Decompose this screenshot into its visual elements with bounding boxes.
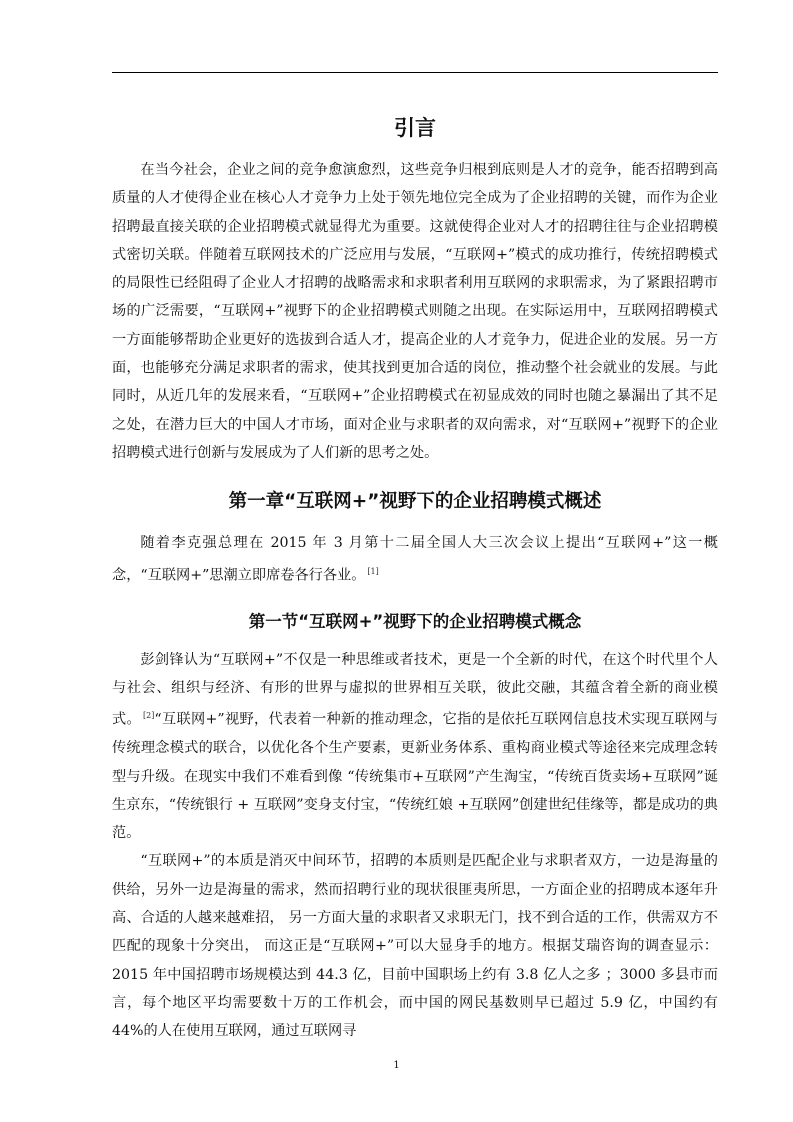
chapter-title: 第一章“互联网+”视野下的企业招聘模式概述 [228,491,602,513]
header-rule [112,72,718,73]
chapter-paragraph-text: 随着李克强总理在 2015 年 3 月第十二届全国人大三次会议上提出“互联网+”这一概念，“互联网+”思潮立即席卷各行各业。 [112,535,718,584]
chapter-paragraph [112,529,718,589]
section-title: 第一节“互联网+”视野下的企业招聘模式概念 [248,611,582,631]
intro-paragraph: 在当今社会，企业之间的竞争愈演愈烈，这些竞争归根到底则是人才的竞争，能否招聘到高质量的人才使得企业在核心人才竞争力上处于领先地位完全成为了企业招聘的关键，而作为企业招聘最直接关联的企业招聘模式就显得尤为重要。这就使得企业对人才的招聘往往与企业招聘模式密切关联。伴随着互联网技术的广泛应用与发展，“互联网+”模式的成功推行，传统招聘模式的局限性已经阻碍了企业人才招聘的战略需求和求职者利用互联网的求职需求，为了紧跟招聘市场的广泛需要，“互联网+”视野下的企业招聘模式则随之出现。在实际运用中，互联网招聘模式一方面能够帮助企业更好的选拔到合适人才，提高企业的人才竞争力，促进企业的发展。另一方面，也能够充分满足求职者的需求，使其找到更加合适的岗位，推动整个社会就业的发展。与此同时，从近几年的发展来看，“互联网+”企业招聘模式在初显成效的同时也随之暴漏出了其不足之处，在潜力巨大的中国人才市场，面对企业与求职者的双向需求，对“互联网+”视野下的企业招聘模式进行创新与发展成为了人们新的思考之处。 [112,162,718,461]
citation-2: [2] [143,711,155,721]
page-number: 1 [393,1060,400,1071]
citation-1: [1] [367,566,379,576]
section-paragraph-2: “互联网+”的本质是消灭中间环节，招聘的本质则是匹配企业与求职者双方，一边是海量的供给，另外一边是海量的需求，然而招聘行业的现状很匪夷所思，一方面企业的招聘成本逐年升高、合适的人越来越难招， 另一方面大量的求职者又求职无门，找不到合适的工作，供需双方不匹配的现象十分突出， 而这正是“互联网+”可以大显身手的地方。根据艾瑞咨询的调查显示：2015 年中国招聘市场规模达到 44.3 亿，目前中国职场上约有 3.8 亿人之多 ；3000 多县市而言，每个地区平均需要数十万的工作机会，而中国的网民基数则早已超过 5.9 亿，中国约有 44%的人在使用互联网，通过互联网寻 [112,853,718,1040]
page-content [112,102,718,1045]
section-paragraph-1-text-b: “互联网+”视野，代表着一种新的推动理念，它指的是依托互联网信息技术实现互联网与传统理念模式的联合，以优化各个生产要素，更新业务体系、重构商业模式等途径来完成理念转型与升级。在现实中我们不难看到像 “传统集市+互联网”产生淘宝，“传统百货卖场+互联网”诞生京东，“传统银行 + 互联网”变身支付宝，“传统红娘 +互联网”创建世纪佳缘等，都是成功的典范。 [112,711,718,842]
intro-title: 引言 [394,116,436,140]
section-paragraph-1-text-a: 彭剑锋认为“互联网+”不仅是一种思维或者技术，更是一个全新的时代，在这个时代里个人与社会、组织与经济、有形的世界与虚拟的世界相互关联，彼此交融，其蕴含着全新的商业模式。 [112,651,718,728]
section-paragraph-1 [112,646,718,848]
